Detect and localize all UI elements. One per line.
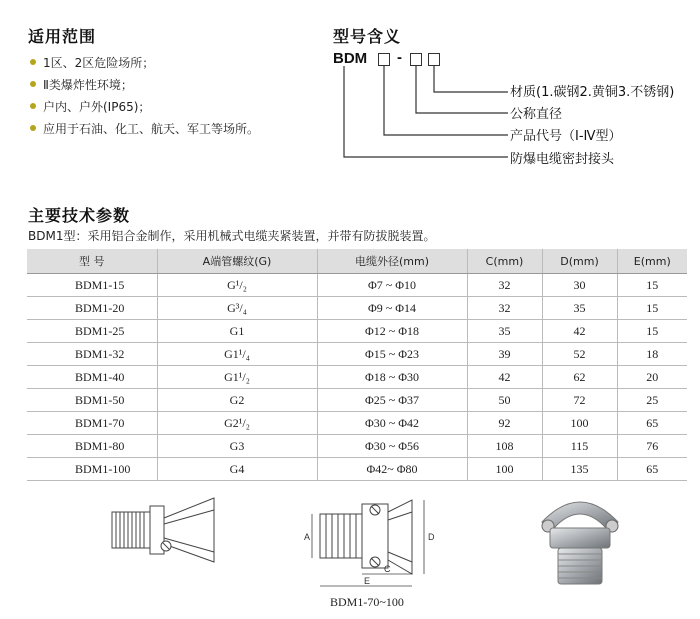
meaning-material: 材质(1.碳钢2.黄铜3.不锈钢) (510, 85, 675, 100)
cell-cable-od: Φ30 ~ Φ56 (317, 435, 467, 458)
cell-model: BDM1-70 (27, 412, 157, 435)
cell-cable-od: Φ30 ~ Φ42 (317, 412, 467, 435)
meaning-name: 防爆电缆密封接头 (510, 152, 615, 167)
cell-d: 35 (542, 297, 617, 320)
scope-item: Ⅱ类爆炸性环境； (30, 73, 259, 95)
cell-c: 100 (467, 458, 542, 481)
code-dash: - (397, 49, 402, 66)
spec-table-body (27, 274, 687, 481)
cell-e: 15 (617, 274, 687, 297)
cell-d: 100 (542, 412, 617, 435)
model-meaning-title: 型号含义 (333, 27, 402, 46)
cell-c: 50 (467, 389, 542, 412)
scope-list (30, 51, 259, 139)
table-row (27, 297, 687, 320)
cell-d: 42 (542, 320, 617, 343)
side-view-drawing (108, 488, 220, 568)
bracket-diameter (416, 66, 508, 113)
cell-thread: G2¹/₂ (157, 412, 317, 435)
cell-thread: G³/₄ (157, 297, 317, 320)
cell-cable-od: Φ7 ~ Φ10 (317, 274, 467, 297)
cell-model: BDM1-80 (27, 435, 157, 458)
cell-model: BDM1-20 (27, 297, 157, 320)
cell-model: BDM1-32 (27, 343, 157, 366)
model-code: BDM (333, 50, 368, 67)
meaning-product-code: 产品代号（Ⅰ-Ⅳ型） (510, 129, 622, 144)
cell-cable-od: Φ25 ~ Φ37 (317, 389, 467, 412)
cell-c: 32 (467, 274, 542, 297)
hex-nut (550, 528, 610, 548)
cell-d: 30 (542, 274, 617, 297)
cell-thread: G1¹/₂ (157, 366, 317, 389)
cell-thread: G3 (157, 435, 317, 458)
cell-e: 15 (617, 297, 687, 320)
table-header-row (27, 249, 687, 274)
bracket-material (434, 66, 508, 92)
clamp-cone (164, 498, 214, 562)
table-row (27, 320, 687, 343)
header-d: D(mm) (542, 249, 617, 274)
cell-model: BDM1-100 (27, 458, 157, 481)
cell-model: BDM1-25 (27, 320, 157, 343)
table-row (27, 389, 687, 412)
product-photo (520, 478, 640, 598)
cell-e: 65 (617, 412, 687, 435)
cell-thread: G4 (157, 458, 317, 481)
table-row (27, 343, 687, 366)
cell-cable-od: Φ12 ~ Φ18 (317, 320, 467, 343)
cell-c: 39 (467, 343, 542, 366)
cell-thread: G1¹/₄ (157, 343, 317, 366)
meaning-diameter: 公称直径 (510, 107, 563, 122)
cell-cable-od: Φ42~ Φ80 (317, 458, 467, 481)
table-row (27, 274, 687, 297)
cell-d: 72 (542, 389, 617, 412)
cell-e: 20 (617, 366, 687, 389)
thread-body (320, 514, 364, 558)
dim-label-a: A (304, 532, 311, 542)
cell-model: BDM1-50 (27, 389, 157, 412)
bracket-name (344, 66, 508, 157)
cell-thread: G¹/₂ (157, 274, 317, 297)
scope-item: 1区、2区危险场所； (30, 51, 259, 73)
cell-d: 135 (542, 458, 617, 481)
cell-thread: G2 (157, 389, 317, 412)
header-e: E(mm) (617, 249, 687, 274)
cell-d: 115 (542, 435, 617, 458)
cell-model: BDM1-40 (27, 366, 157, 389)
cell-d: 52 (542, 343, 617, 366)
dim-label-c: C (384, 564, 391, 574)
header-model: 型 号 (27, 249, 157, 274)
cell-model: BDM1-15 (27, 274, 157, 297)
cell-e: 15 (617, 320, 687, 343)
scope-title: 适用范围 (28, 27, 97, 46)
drawing-caption: BDM1-70~100 (330, 595, 404, 609)
cell-e: 18 (617, 343, 687, 366)
header-thread: A端管螺纹(G) (157, 249, 317, 274)
cell-cable-od: Φ18 ~ Φ30 (317, 366, 467, 389)
bullet-dot-icon (30, 125, 36, 131)
bracket-product-code (384, 66, 508, 135)
dim-label-e: E (364, 576, 371, 586)
bullet-dot-icon (30, 59, 36, 65)
spec-table (27, 249, 687, 481)
cell-c: 108 (467, 435, 542, 458)
table-row (27, 366, 687, 389)
clamp-cone (388, 500, 412, 574)
bullet-dot-icon (30, 81, 36, 87)
specs-description: BDM1型：采用铝合金制作，采用机械式电缆夹紧装置，并带有防拔脱装置。 (28, 229, 436, 243)
scope-item: 户内、户外(IP65)； (30, 95, 259, 117)
dimension-drawing (300, 490, 440, 594)
model-bracket-lines (330, 60, 510, 170)
cell-c: 92 (467, 412, 542, 435)
dim-label-d: D (428, 532, 435, 542)
cell-c: 32 (467, 297, 542, 320)
header-c: C(mm) (467, 249, 542, 274)
cell-cable-od: Φ15 ~ Φ23 (317, 343, 467, 366)
cell-d: 62 (542, 366, 617, 389)
cell-c: 35 (467, 320, 542, 343)
cell-thread: G1 (157, 320, 317, 343)
table-row (27, 435, 687, 458)
cell-e: 25 (617, 389, 687, 412)
specs-title: 主要技术参数 (28, 206, 131, 225)
cell-e: 76 (617, 435, 687, 458)
cell-e: 65 (617, 458, 687, 481)
header-cable-od: 电缆外径(mm) (317, 249, 467, 274)
scope-item: 应用于石油、化工、航天、军工等场所。 (30, 117, 259, 139)
table-row (27, 412, 687, 435)
cell-cable-od: Φ9 ~ Φ14 (317, 297, 467, 320)
bullet-dot-icon (30, 103, 36, 109)
cell-c: 42 (467, 366, 542, 389)
